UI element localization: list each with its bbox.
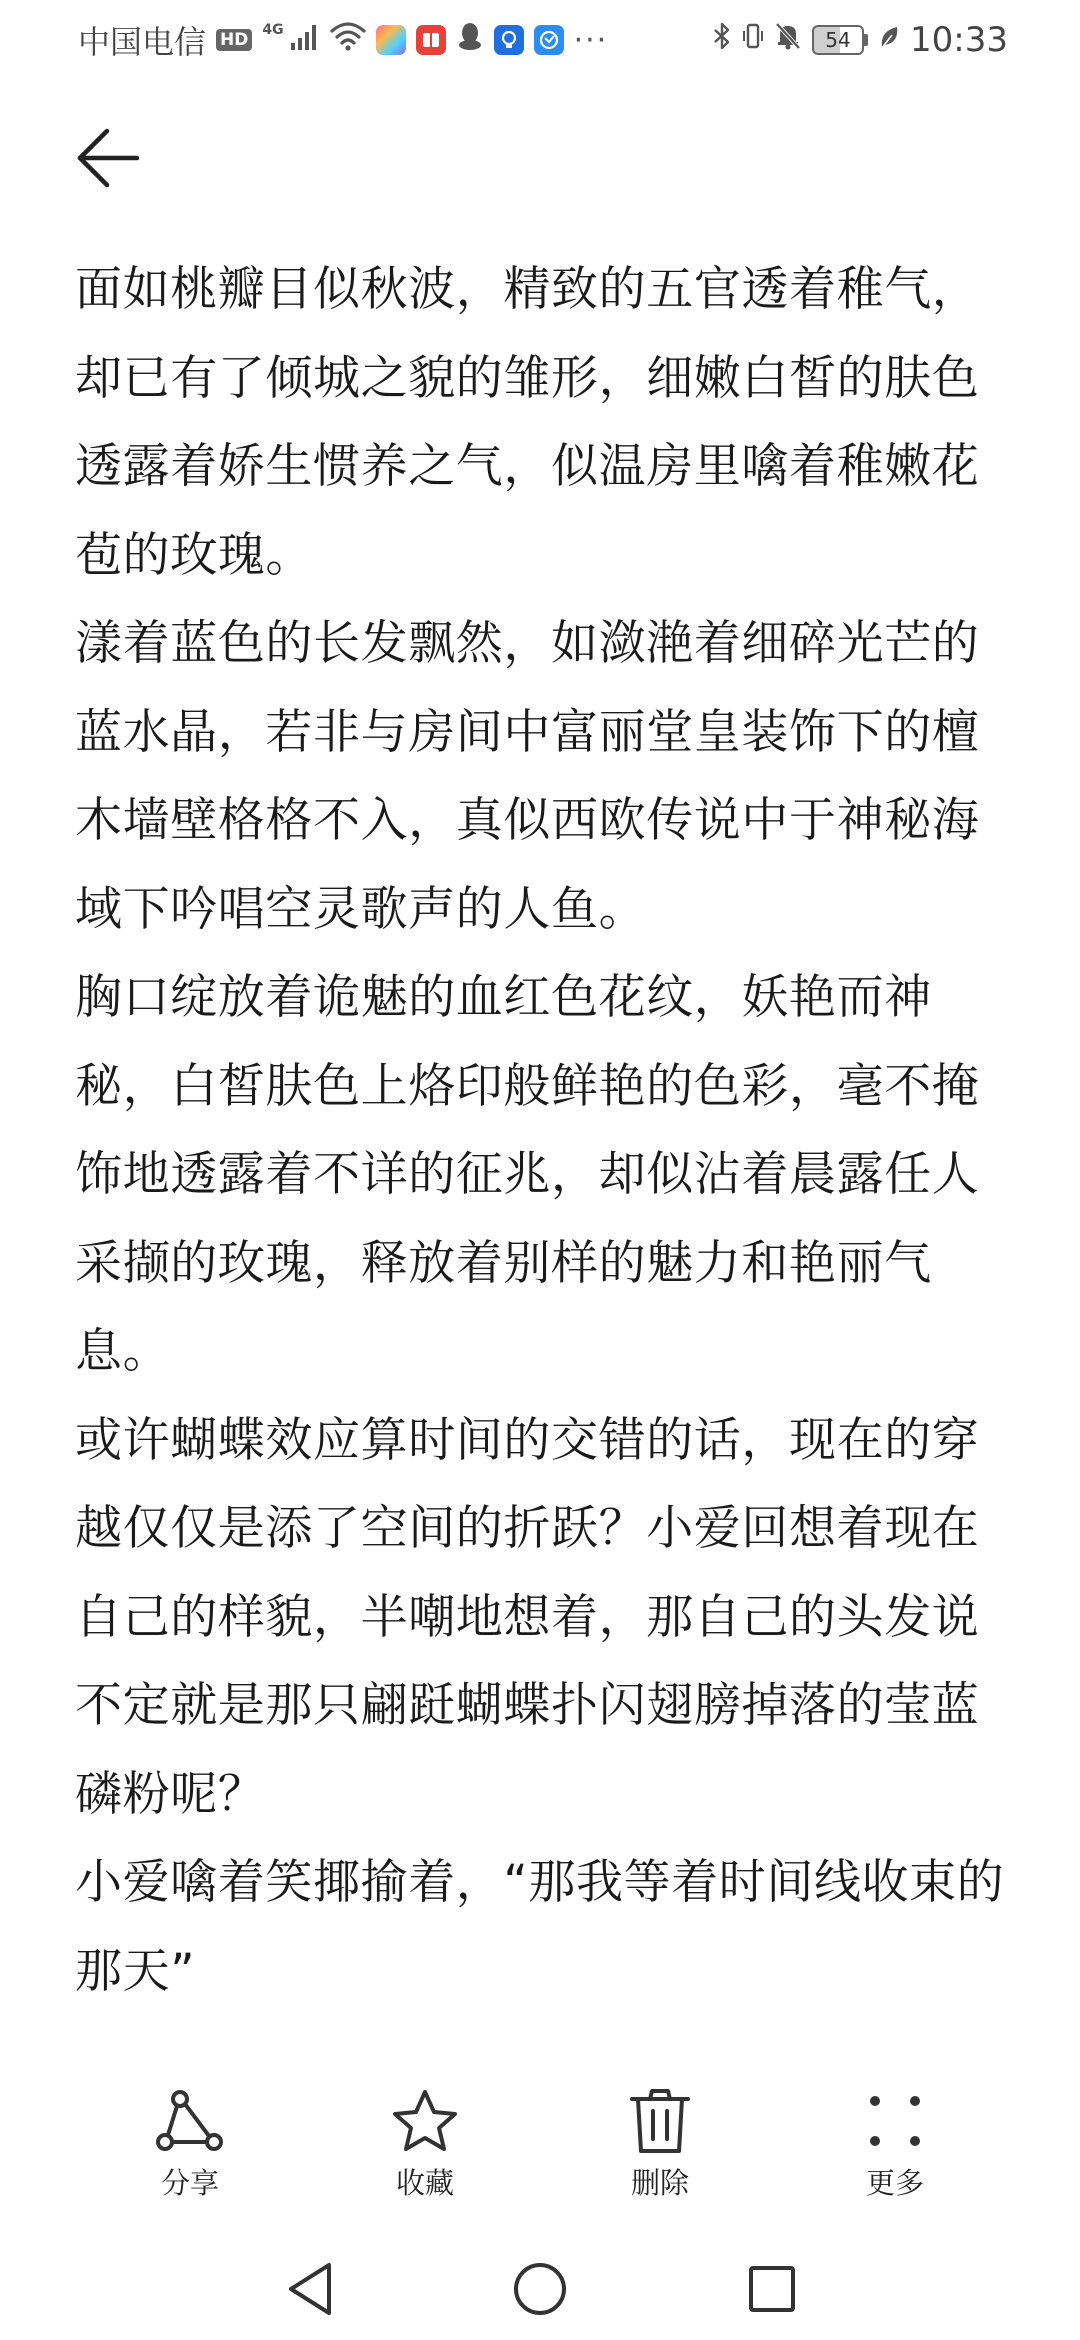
arrow-left-icon: [75, 128, 141, 188]
favorite-label: 收藏: [395, 2166, 454, 2200]
paragraph: 胸口绽放着诡魅的血红色花纹，妖艳而神秘，白皙肤色上烙印般鲜艳的色彩，毫不掩饰地透露着不详的征兆，却似沾着晨露任人采撷的玫瑰，释放着别样的魅力和艳丽气息。: [75, 970, 980, 1379]
bluetooth-icon: [712, 21, 732, 59]
share-label: 分享: [160, 2166, 219, 2200]
note-content[interactable]: [75, 246, 1015, 2016]
clock: 10:33: [910, 20, 1008, 60]
qq-icon: [456, 21, 484, 59]
more-button[interactable]: [815, 2085, 975, 2202]
triangle-back-icon: [285, 2261, 335, 2317]
browser-app-icon: [534, 25, 564, 55]
more-dots-icon: [859, 2085, 931, 2157]
share-icon: [154, 2085, 226, 2157]
bulb-app-icon: [494, 25, 524, 55]
system-nav-bar: [0, 2240, 1080, 2340]
nav-back-button[interactable]: [275, 2254, 345, 2324]
carrier-name: 中国电信: [78, 23, 207, 61]
nav-home-button[interactable]: [505, 2254, 575, 2324]
back-button[interactable]: [68, 118, 148, 198]
app-notification-icon: [376, 25, 406, 55]
star-icon: [389, 2085, 461, 2157]
status-bar-left: [78, 17, 608, 63]
network-type-label: 4G: [262, 22, 284, 38]
status-bar: [0, 0, 1080, 80]
vibrate-icon: [742, 21, 764, 59]
square-recents-icon: [747, 2264, 797, 2314]
book-app-icon: [416, 25, 446, 55]
paragraph: 漾着蓝色的长发飘然，如潋滟着细碎光芒的蓝水晶，若非与房间中富丽堂皇装饰下的檀木墙壁格格不入，真似西欧传说中于神秘海域下吟唱空灵歌声的人鱼。: [75, 616, 980, 937]
nav-recents-button[interactable]: [737, 2254, 807, 2324]
status-bar-right: [712, 20, 1008, 60]
paragraph: 或许蝴蝶效应算时间的交错的话，现在的穿越仅仅是添了空间的折跃？小爱回想着现在自己的样貌，半嘲地想着，那自己的头发说不定就是那只翩跹蝴蝶扑闪翅膀掉落的莹蓝磷粉呢？: [75, 1412, 980, 1822]
more-label: 更多: [865, 2166, 924, 2200]
share-button[interactable]: [110, 2085, 270, 2202]
battery-icon: [812, 25, 868, 55]
signal-icon: [290, 21, 320, 59]
favorite-button[interactable]: [345, 2085, 505, 2202]
leaf-icon: [878, 21, 900, 59]
paragraph: 面如桃瓣目似秋波，精致的五官透着稚气，却已有了倾城之貌的雏形，细嫩白皙的肤色透露着娇生惯养之气，似温房里噙着稚嫩花苞的玫瑰。: [75, 262, 980, 583]
action-bar: [0, 2085, 1080, 2235]
wifi-icon: [330, 21, 366, 59]
more-notifications-icon: ···: [573, 22, 609, 58]
delete-button[interactable]: [580, 2085, 740, 2202]
delete-label: 删除: [630, 2166, 689, 2200]
circle-home-icon: [512, 2261, 568, 2317]
mute-bell-icon: [774, 21, 802, 59]
hd-badge: HD: [216, 29, 252, 51]
battery-level: 54: [812, 25, 864, 55]
paragraph: 小爱噙着笑揶揄着，“那我等着时间线收束的那天”: [75, 1855, 1005, 1999]
trash-icon: [624, 2085, 696, 2157]
